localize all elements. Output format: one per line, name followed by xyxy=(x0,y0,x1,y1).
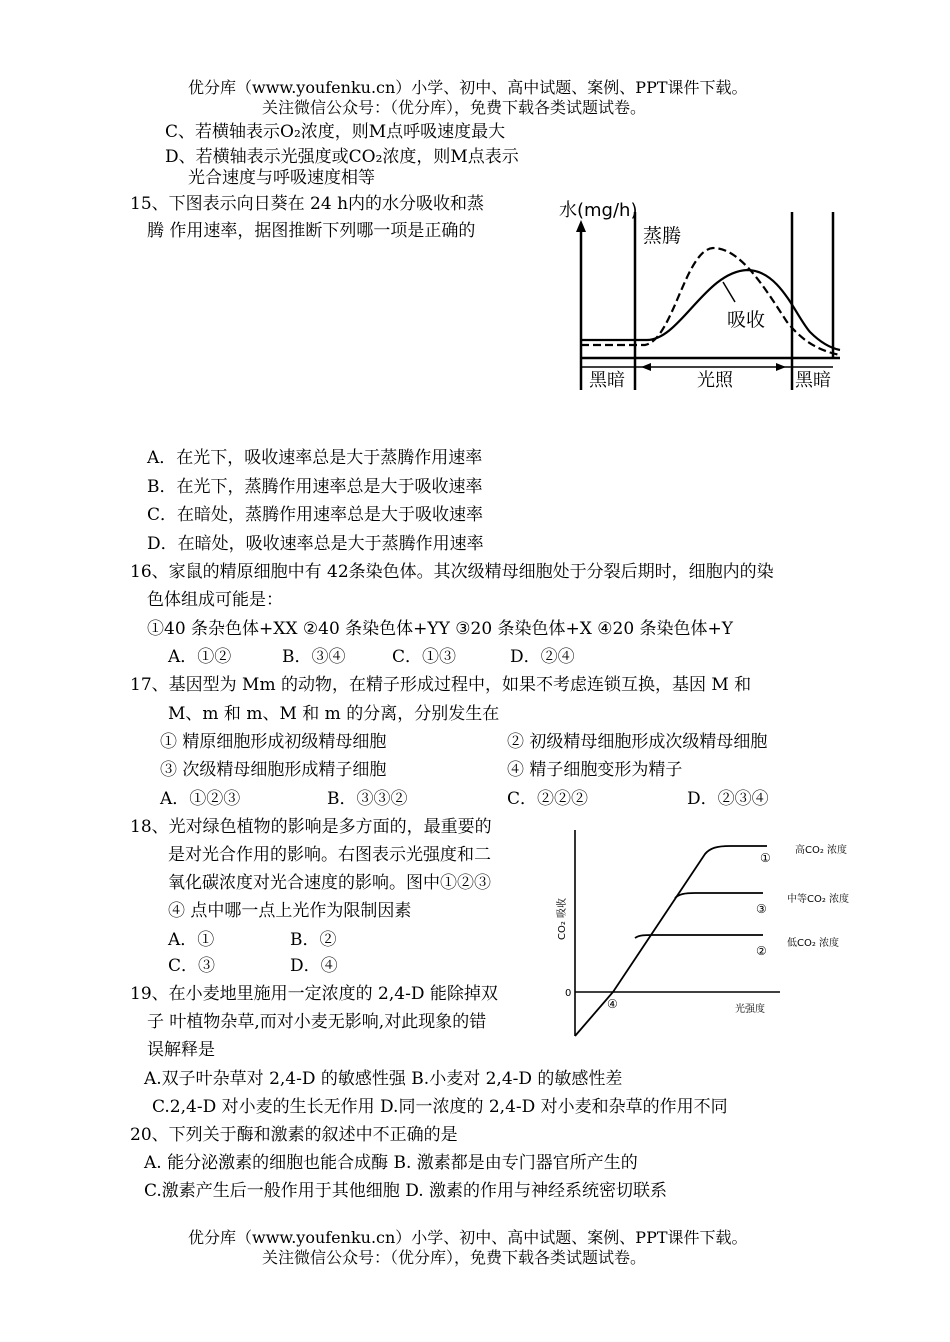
q17-option-a: A．①②③ xyxy=(160,789,241,809)
q18-point-4: ④ xyxy=(607,997,618,1011)
q18-low-label: 低CO₂ 浓度 xyxy=(787,938,840,949)
q19-stem-line-2: 子 叶植物杂草,而对小麦无影响,对此现象的错 xyxy=(147,1012,487,1032)
q18-mid-label: 中等CO₂ 浓度 xyxy=(787,894,850,905)
q17-option-d: D．②③④ xyxy=(687,789,769,809)
q15-stem-line-2: 腾 作用速率，据图推断下列哪一项是正确的 xyxy=(147,221,476,241)
q17-item-4: ④ 精子细胞变形为精子 xyxy=(507,760,683,780)
q17-option-c: C．②②② xyxy=(507,789,589,809)
q19-options-ab: A.双子叶杂草对 2,4-D 的敏感性强 B.小麦对 2,4-D 的敏感性差 xyxy=(144,1069,623,1089)
q15-water-chart xyxy=(555,190,850,400)
q15-light-label: 光照 xyxy=(697,370,733,391)
q18-x-label: 光强度 xyxy=(735,1004,765,1015)
q15-dark-left-label: 黑暗 xyxy=(589,370,625,391)
header-line-2: 关注微信公众号：（优分库），免费下载各类试题试卷。 xyxy=(262,98,647,117)
q16-option-c: C．①③ xyxy=(392,647,457,667)
header-line-1: 优分库（www.youfenku.cn）小学、初中、高中试题、案例、PPT课件下载。 xyxy=(188,78,748,97)
q15-absorption-leader xyxy=(723,282,735,302)
q15-option-a: A．在光下，吸收速率总是大于蒸腾作用速率 xyxy=(147,448,483,468)
footer-line-2: 关注微信公众号：（优分库），免费下载各类试题试卷。 xyxy=(262,1248,647,1267)
q20-options-cd: C.激素产生后一般作用于其他细胞 D. 激素的作用与神经系统密切联系 xyxy=(144,1181,668,1201)
q18-option-a: A．① xyxy=(168,930,215,950)
footer-line-1: 优分库（www.youfenku.cn）小学、初中、高中试题、案例、PPT课件下载。 xyxy=(188,1228,748,1247)
q15-transpiration-label: 蒸腾 xyxy=(643,225,682,247)
q18-photosynthesis-chart xyxy=(555,822,875,1044)
q17-item-2: ② 初级精母细胞形成次级精母细胞 xyxy=(507,732,768,752)
q19-stem-line-3: 误解释是 xyxy=(147,1040,215,1060)
q16-option-d: D．②④ xyxy=(510,647,575,667)
q14-option-d-line-2: 光合速度与呼吸速度相等 xyxy=(188,168,375,188)
q16-stem-line-1: 16、家鼠的精原细胞中有 42条染色体。其次级精母细胞处于分裂后期时，细胞内的染 xyxy=(130,562,774,582)
q20-options-ab: A. 能分泌激素的细胞也能合成酶 B. 激素都是由专门器官所产生的 xyxy=(144,1153,638,1173)
q18-stem-line-3: 氧化碳浓度对光合速度的影响。图中①②③ xyxy=(168,873,491,893)
q15-option-d: D．在暗处，吸收速率总是大于蒸腾作用速率 xyxy=(147,534,484,554)
q18-point-3: ③ xyxy=(756,902,767,916)
q18-option-b: B．② xyxy=(290,930,337,950)
q19-options-cd: C.2,4-D 对小麦的生长无作用 D.同一浓度的 2,4-D 对小麦和杂草的作用不同 xyxy=(152,1097,728,1117)
q15-y-label: 水(mg/h) xyxy=(559,200,638,221)
q18-stem-line-1: 18、光对绿色植物的影响是多方面的，最重要的 xyxy=(130,817,492,837)
q16-stem-line-2: 色体组成可能是： xyxy=(147,590,283,610)
q18-option-c: C．③ xyxy=(168,956,216,976)
q18-point-1: ① xyxy=(760,851,771,865)
q19-stem-line-1: 19、在小麦地里施用一定浓度的 2,4-D 能除掉双 xyxy=(130,984,498,1004)
q15-absorption-label: 吸收 xyxy=(727,309,766,331)
q17-item-1: ① 精原细胞形成初级精母细胞 xyxy=(160,732,387,752)
q15-y-arrow xyxy=(576,220,586,232)
q18-origin-label: 0 xyxy=(565,988,572,999)
q18-low-curve xyxy=(635,935,763,938)
q14-option-d-line-1: D、若横轴表示光强度或CO₂浓度，则M点表示 xyxy=(165,147,519,167)
q17-option-b: B．③③② xyxy=(327,789,408,809)
q16-option-b: B．③④ xyxy=(282,647,346,667)
q18-mid-curve xyxy=(675,893,763,898)
q15-option-b: B．在光下，蒸腾作用速率总是大于吸收速率 xyxy=(147,477,483,497)
q18-point-2: ② xyxy=(756,944,767,958)
q18-y-label: CO₂ 吸收 xyxy=(557,897,568,940)
q15-stem-line-1: 15、下图表示向日葵在 24 h内的水分吸收和蒸 xyxy=(130,194,485,214)
q18-high-label: 高CO₂ 浓度 xyxy=(795,845,848,856)
q18-stem-line-4: ④ 点中哪一点上光作为限制因素 xyxy=(168,901,412,921)
q17-stem-line-2: M、m 和 m、M 和 m 的分离，分别发生在 xyxy=(168,704,500,724)
q14-option-c: C、若横轴表示O₂浓度，则M点呼吸速度最大 xyxy=(165,122,506,142)
q15-option-c: C．在暗处，蒸腾作用速率总是大于吸收速率 xyxy=(147,505,484,525)
q17-stem-line-1: 17、基因型为 Mm 的动物，在精子形成过程中，如果不考虑连锁互换，基因 M 和 xyxy=(130,675,752,695)
q18-stem-line-2: 是对光合作用的影响。右图表示光强度和二 xyxy=(168,845,491,865)
q16-items: ①40 条杂色体+XX ②40 条染色体+YY ③20 条染色体+X ④20 条染色体+Y xyxy=(147,619,734,639)
q17-item-3: ③ 次级精母细胞形成精子细胞 xyxy=(160,760,387,780)
q16-option-a: A．①② xyxy=(168,647,232,667)
q15-dark-right-label: 黑暗 xyxy=(795,370,831,391)
q20-stem: 20、下列关于酶和激素的叙述中不正确的是 xyxy=(130,1125,458,1145)
q18-option-d: D．④ xyxy=(290,956,338,976)
